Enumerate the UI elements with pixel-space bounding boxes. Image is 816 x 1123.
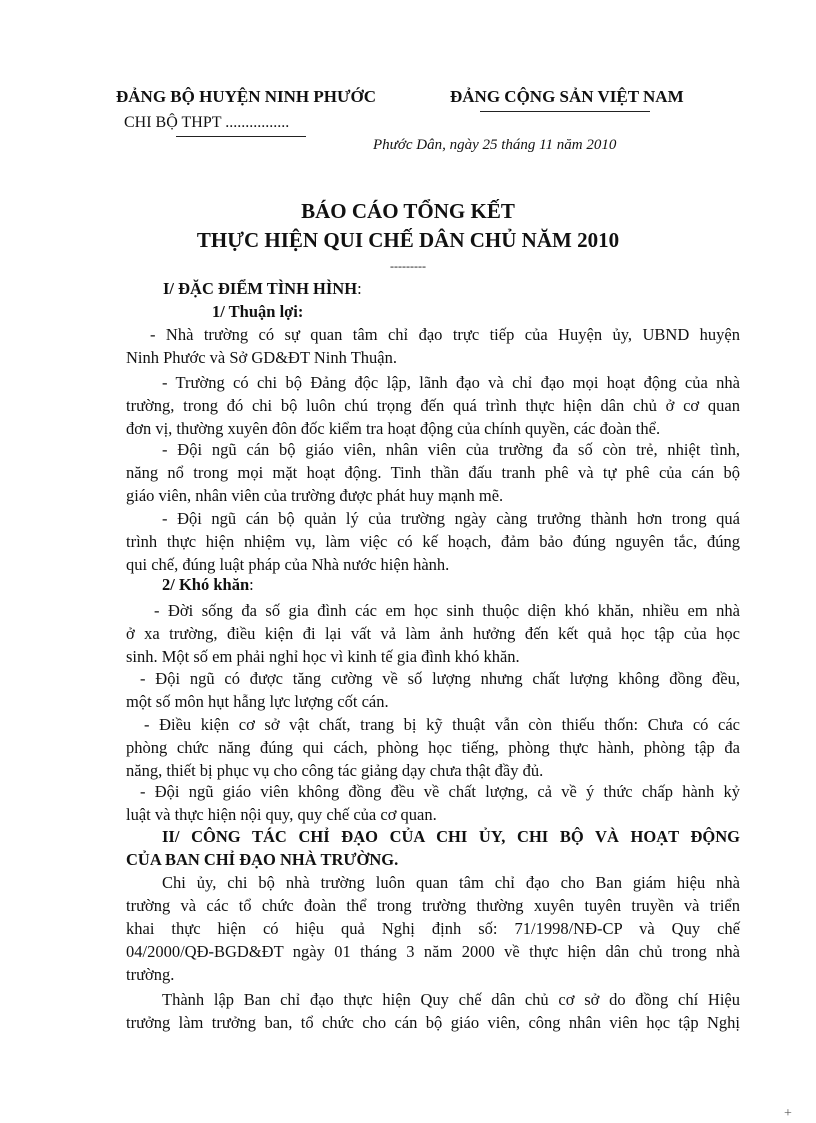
title-divider: --------- [390,259,426,273]
sub-heading-advantages: 1/ Thuận lợi: [212,302,304,321]
advantage-paragraph-4: - Đội ngũ cán bộ quản lý của trường ngày càng trưởng thành hơn trong quá trình thực hiện nhiệm vụ, làm việc có kế hoạch, đảm bảo đúng nguyên tắc, đúng qui chế, đúng luật pháp của Nhà nước hiện hành. [126,509,740,574]
advantage-paragraph-2: - Trường có chi bộ Đảng độc lập, lãnh đạo và chỉ đạo mọi hoạt động của nhà trường, trong đó chi bộ luôn chú trọng đến quá trình thực hiện dân chủ ở cơ quan đơn vị, thường xuyên đôn đốc kiểm tra hoạt động của chính quyền, các đoàn thể. [126,373,740,438]
advantage-paragraph-1: - Nhà trường có sự quan tâm chỉ đạo trực tiếp của Huyện ủy, UBND huyện Ninh Phước và Sở GD&ĐT Ninh Thuận. [126,325,740,367]
difficulty-paragraph-1: - Đời sống đa số gia đình các em học sinh thuộc diện khó khăn, nhiều em nhà ở xa trường, điều kiện đi lại vất vả làm ảnh hưởng đến kết quả học tập của học sinh. Một số em phải nghỉ học vì kinh tế gia đình khó khăn. [126,601,740,666]
advantage-paragraph-3: - Đội ngũ cán bộ giáo viên, nhân viên của trường đa số còn trẻ, nhiệt tình, năng nổ trong mọi mặt hoạt động. Tinh thần đấu tranh phê và tự phê của cán bộ giáo viên, nhân viên của trường được phát huy mạnh mẽ. [126,440,740,505]
section-1-heading: I/ ĐẶC ĐIỂM TÌNH HÌNH: [163,279,362,298]
sub-heading-difficulties: 2/ Khó khăn: [162,575,254,594]
section-2-heading: II/ CÔNG TÁC CHỈ ĐẠO CỦA CHI ỦY, CHI BỘ VÀ HOẠT ĐỘNG CỦA BAN CHỈ ĐẠO NHÀ TRƯỜNG. [126,827,740,869]
difficulty-paragraph-4: - Đội ngũ giáo viên không đồng đều về chất lượng, cả về ý thức chấp hành kỷ luật và thực hiện nội quy, quy chế của cơ quan. [126,782,740,824]
left-org-name: ĐẢNG BỘ HUYỆN NINH PHƯỚC [116,87,377,106]
corner-mark: + [784,1106,792,1121]
difficulty-paragraph-2: - Đội ngũ có được tăng cường về số lượng nhưng chất lượng không đồng đều, một số môn hụt hẫng lực lượng cốt cán. [126,669,740,711]
section-2-paragraph-2: Thành lập Ban chỉ đạo thực hiện Quy chế dân chủ cơ sở do đồng chí Hiệu trưởng làm trưởng ban, tổ chức cho cán bộ giáo viên, công nhân viên học tập Nghị [126,990,740,1032]
title-line-1: BÁO CÁO TỔNG KẾT [301,199,515,223]
date-line: Phước Dân, ngày 25 tháng 11 năm 2010 [373,137,617,153]
left-org-sub: CHI BỘ THPT ................ [124,114,290,131]
right-underline [480,111,650,112]
section-2-paragraph-1: Chi ủy, chi bộ nhà trường luôn quan tâm chỉ đạo cho Ban giám hiệu nhà trường và các tổ chức đoàn thể trong trường thường xuyên tuyên truyền và triển khai thực hiện có hiệu quả Nghị định số: 71/1998/NĐ-CP và Quy chế 04/2000/QĐ-BGD&ĐT ngày 01 tháng 3 năm 2000 về thực hiện dân chủ trong nhà trường. [126,873,740,984]
left-underline [176,136,306,137]
difficulty-paragraph-3: - Điều kiện cơ sở vật chất, trang bị kỹ thuật vẫn còn thiếu thốn: Chưa có các phòng chức năng đúng qui cách, phòng học tiếng, phòng thực hành, phòng tập đa năng, thiết bị phục vụ cho công tác giảng dạy chưa thật đầy đủ. [126,715,740,780]
title-line-2: THỰC HIỆN QUI CHẾ DÂN CHỦ NĂM 2010 [196,228,620,252]
right-org-name: ĐẢNG CỘNG SẢN VIỆT NAM [450,87,684,106]
